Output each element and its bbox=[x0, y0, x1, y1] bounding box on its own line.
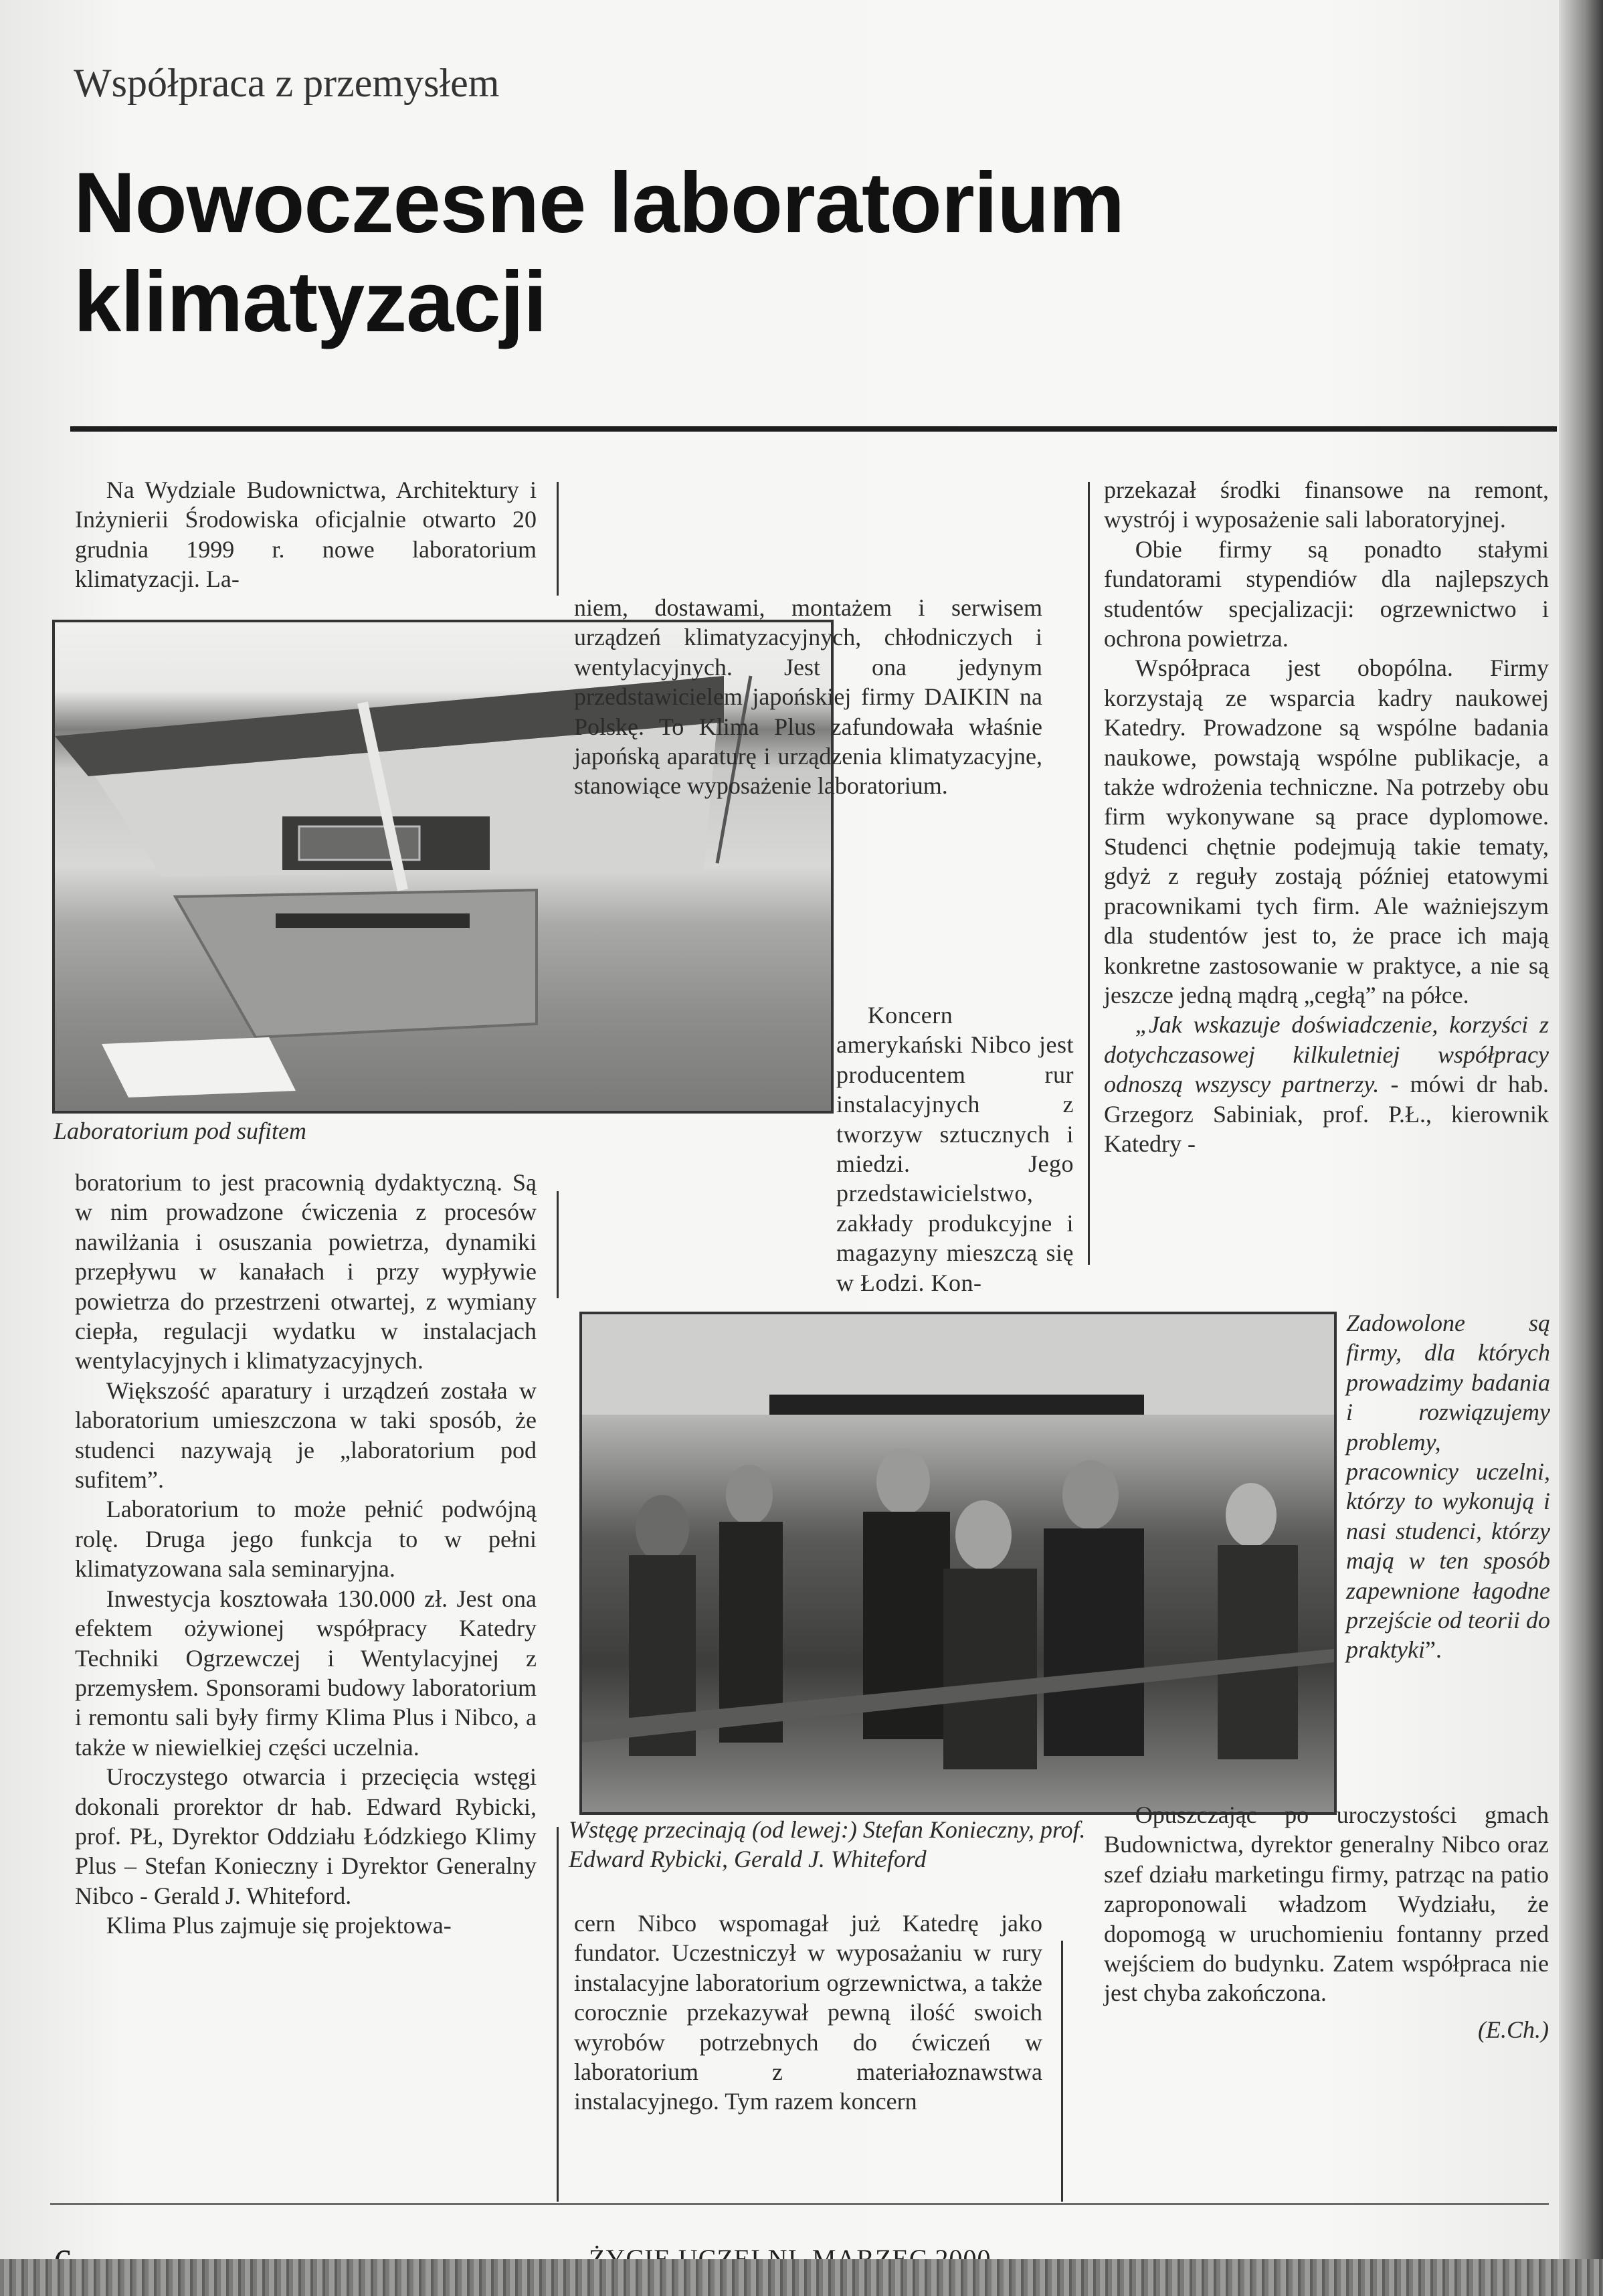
headline-rule bbox=[70, 426, 1557, 432]
ceremony-photo-illustration bbox=[582, 1314, 1334, 1812]
article-column-1-continued bbox=[75, 1168, 537, 1941]
article-column-3 bbox=[1104, 475, 1549, 1158]
headline-line-2: klimatyzacji bbox=[74, 254, 547, 350]
author-signature: (E.Ch.) bbox=[1478, 2016, 1549, 2043]
paragraph-text: Koncern amerykański Nibco jest producentem rur instalacyjnych z tworzyw sztucznych i miedzi. Jego przedstawicielstwo, zakłady produkcyjne i magazyny mieszczą się w Łodzi. Kon- bbox=[836, 1002, 1074, 1296]
column-divider bbox=[557, 482, 559, 596]
quote-text: Zadowolone są firmy, dla których prowadzimy badania i rozwiązujemy problemy, pracownicy uczelni, którzy to wykonują i nasi studenci, którzy mają w ten sposób zapewnione łagodne przejście od teorii do praktyki bbox=[1346, 1310, 1550, 1664]
article-column-2-koncern bbox=[836, 1000, 1074, 1298]
article-column-3-quote bbox=[1346, 1308, 1550, 1665]
column-divider bbox=[557, 1827, 559, 2202]
paragraph: Obie firmy są ponadto stałymi fundatorami stypendiów dla najlepszych studentów specjalizacji: ogrzewnictwo i ochrona powietrza. bbox=[1104, 535, 1549, 652]
article-column-2 bbox=[574, 475, 1042, 801]
quote-paragraph bbox=[1346, 1308, 1550, 1665]
paragraph bbox=[574, 593, 1042, 801]
section-label: Współpraca z przemysłem bbox=[74, 61, 500, 105]
paragraph: Współpraca jest obopólna. Firmy korzystają ze wsparcia kadry naukowej Katedry. Prowadzone są wspólne badania naukowe, powstają wspólne publikacje, a także wdrożenia techniczne. Na potrzeby obu firm wykonywane są prace dyplomowe. Studenci chętnie podejmują takie tematy, gdyż z reguły zostają później etatowymi pracownikami tych firm. Ale ważniejszym dla studentów jest to, że prace ich mają konkretne zastosowanie w praktyce, a nie są jeszcze jedną mądrą „cegłą” na półce. bbox=[1104, 654, 1549, 1008]
paragraph: Laboratorium to może pełnić podwójną rolę. Druga jego funkcja to w pełni klimatyzowana sala seminaryjna. bbox=[75, 1496, 537, 1583]
paragraph: Inwestycja kosztowała 130.000 zł. Jest ona efektem ożywionej współpracy Katedry Techniki Ogrzewczej i Wentylacyjnej z przemysłem. Sponsorami budowy laboratorium i remontu sali były firmy Klima Plus i Nibco, a także w niewielkiej części uczelnia. bbox=[75, 1585, 537, 1761]
photo-caption-text: Wstęgę przecinają (od lewej:) Stefan Konieczny, prof. Edward Rybicki, Gerald J. Whiteford bbox=[569, 1816, 1086, 1872]
photo-caption bbox=[569, 1815, 1091, 1874]
quote-text: „Jak wskazuje doświadczenie, korzyści z dotychczasowej kilkuletniej współpracy odnoszą wszyscy partnerzy. bbox=[1104, 1011, 1549, 1098]
paragraph: Klima Plus zajmuje się projektowa- bbox=[106, 1912, 452, 1939]
binding-edge bbox=[1559, 0, 1603, 2296]
paragraph bbox=[836, 1000, 1074, 1298]
photo-caption: Laboratorium pod sufitem bbox=[54, 1118, 307, 1144]
column-divider bbox=[1061, 1941, 1063, 2202]
article-column-2-bottom bbox=[574, 1909, 1042, 2117]
paragraph: boratorium to jest pracownią dydaktyczną. Są w nim prowadzone ćwiczenia z procesów nawilżania i osuszania powietrza, dynamiki przepływu w kanałach i przy wypływie powietrza do przestrzeni otwartej, z wymiany ciepła, regulacji wydatku w instalacjach wentylacyjnych i klimatyzacyjnych. bbox=[75, 1169, 537, 1375]
paragraph-text: niem, dostawami, montażem i serwisem urządzeń klimatyzacyjnych, chłodniczych i wentylacyjnych. Jest ona jedynym przedstawicielem japońskiej firmy DAIKIN na Polskę. To Klima Plus zafundowała właśnie japońską aparaturę i urządzenia klimatyzacyjne, stanowiące wyposażenie laboratorium. bbox=[574, 594, 1042, 800]
paragraph: Uroczystego otwarcia i przecięcia wstęgi dokonali prorektor dr hab. Edward Rybicki, prof. PŁ, Dyrektor Oddziału Łódzkiego Klimy Plus – Stefan Konieczny i Dyrektor Generalny Nibco - Gerald J. Whiteford. bbox=[75, 1763, 537, 1909]
scan-edge bbox=[0, 2259, 1603, 2296]
column-divider bbox=[557, 1191, 559, 1298]
paragraph: przekazał środki finansowe na remont, wystrój i wyposażenie sali laboratoryjnej. bbox=[1104, 476, 1549, 533]
article-headline bbox=[74, 154, 1144, 352]
quote-paragraph bbox=[1104, 1010, 1549, 1158]
paragraph: cern Nibco wspomagał już Katedrę jako fundator. Uczestniczył w wyposażaniu w rury instalacyjne laboratorium ogrzewnictwa, a także corocznie przekazywał pewną ilość swoich wyrobów potrzebnych do ćwiczeń w laboratorium z materiałoznawstwa instalacyjnego. Tym razem koncern bbox=[574, 1910, 1042, 2115]
footer-rule bbox=[50, 2203, 1549, 2205]
paragraph: Większość aparatury i urządzeń została w laboratorium umieszczona w taki sposób, że studenci nazywają je „laboratorium pod sufitem”. bbox=[75, 1377, 537, 1494]
article-column-3-closing bbox=[1104, 1800, 1549, 2044]
photo-ribbon-cutting bbox=[579, 1312, 1337, 1815]
quote-end: ”. bbox=[1424, 1636, 1442, 1664]
paragraph: Opuszczając po uroczystości gmach Budownictwa, dyrektor generalny Nibco oraz szef działu marketingu firmy, patrząc na patio zaproponowali władzom Wydziału, że dopomogą w uruchomieniu fontanny przed wejściem do budynku. Zatem współpraca nie jest chyba zakończona. bbox=[1104, 1801, 1549, 2007]
column-divider bbox=[1088, 482, 1090, 1265]
paragraph: Na Wydziale Budownictwa, Architektury i Inżynierii Środowiska oficjalnie otwarto 20 grudnia 1999 r. nowe laboratorium klimatyzacji. La- bbox=[75, 476, 537, 593]
headline-line-1: Nowoczesne laboratorium bbox=[74, 155, 1125, 251]
article-column-1 bbox=[75, 475, 537, 594]
quote-attribution: - mówi dr hab. Grzegorz Sabiniak, prof. P.Ł., kierownik Katedry - bbox=[1104, 1071, 1549, 1157]
